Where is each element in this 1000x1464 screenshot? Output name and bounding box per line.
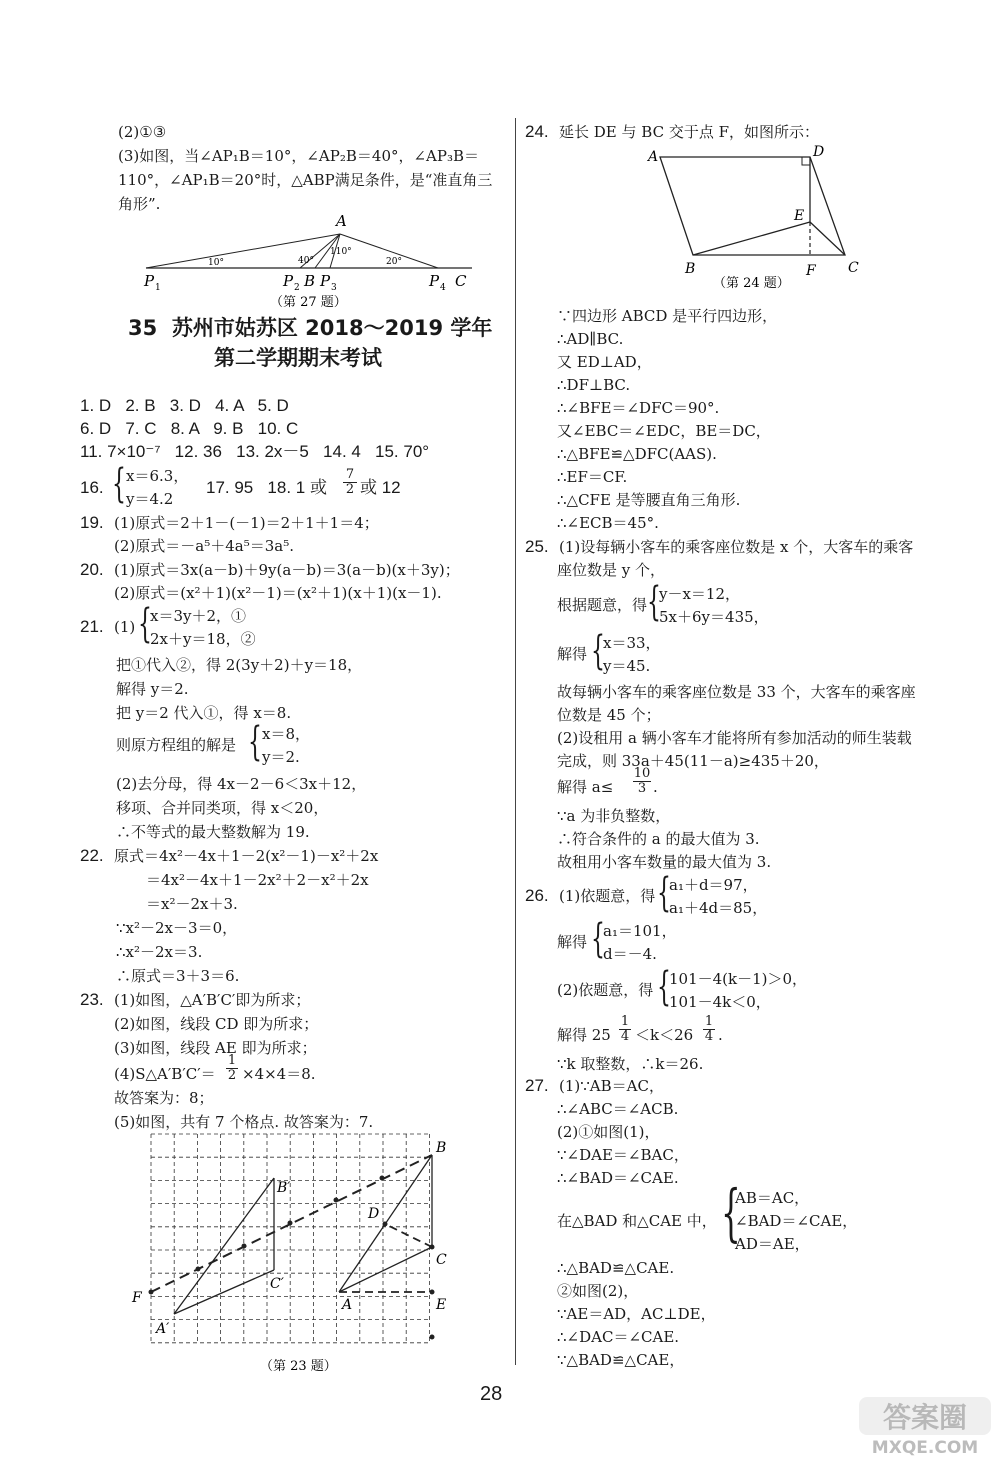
label-C: C [455,272,467,290]
equation: 5x＋6y＝435， [659,608,769,626]
question-number: 22. [80,846,104,865]
text-line: 又∠EBC＝∠EDC，BE＝DC， [557,422,771,440]
watermark-logo [855,1395,995,1459]
text-line: ∵△BAD≌△CAE， [557,1351,685,1369]
answer-line: 11. 7×10⁻⁷ 12. 36 13. 2x－5 14. 4 15. 70° [80,442,430,461]
equation: 101－4(k－1)＞0， [669,970,808,988]
answer-line: 或 12 [360,478,401,497]
text-line: 110°，∠AP₁B＝20°时，△ABP满足条件，是“准直角三 [118,171,493,189]
brace: { [112,461,126,507]
equation: y＝45. [603,657,651,675]
text-line: ∴EF＝CF. [557,468,628,486]
equation: 2x＋y＝18，② [150,630,256,648]
label-P2-sub: 2 [294,283,300,293]
fraction: $\frac{1}{2}$ [227,1053,237,1083]
text-line: (4)S△A′B′C′＝ [114,1065,216,1083]
text-line: ＝x²－2x＋3. [146,895,238,913]
question-number: 21. [80,617,104,636]
text-line: ∴△BFE≌△DFC(AAS). [557,445,717,463]
text-line: ∴∠BFE＝∠DFC＝90°. [557,399,720,417]
brace: { [138,601,152,647]
equation: a₁＝101， [603,922,677,940]
brace: { [248,719,262,765]
text-line: (5)如图，共有 7 个格点. 故答案为：7. [114,1113,374,1131]
text-line: ∴∠BAD＝∠CAE. [557,1169,679,1187]
label-A: A [336,212,347,230]
text-line: 根据题意，得 [557,596,648,614]
text-line: ＝4x²－4x＋1－2x²＋2－x²＋2x [146,871,369,889]
label-A-prime: A′ [156,1321,170,1337]
text-line: 故答案为：8； [114,1089,214,1107]
text-line: (2)原式＝－a⁵＋4a⁵＝3a⁵. [114,537,294,555]
equation: x＝3y＋2，① [150,607,247,625]
text-line: (1)原式＝2＋1－(－1)＝2＋1＋1＝4； [114,514,379,532]
equation: y－x＝12， [659,585,741,603]
label-E: E [436,1297,447,1313]
text-line: (2)去分母，得 4x－2－6＜3x＋12， [116,775,367,793]
label-E: E [794,208,805,224]
fraction: $\frac{1}{4}$ [620,1014,630,1044]
text-line: ∴不等式的最大整数解为 19. [116,823,310,841]
text-line: 又 ED⊥AD， [557,353,652,371]
text-line: (2)①③ [118,123,167,141]
label-B: B [436,1140,447,1156]
text-line: ∵AE＝AD，AC⊥DE， [557,1305,716,1323]
question-number: 26. [525,886,549,905]
question-number: 27. [525,1076,549,1095]
text-line: ∴符合条件的 a 的最大值为 3. [557,830,760,848]
column-divider [515,118,516,1365]
fraction: $\frac{7}{2}$ [343,468,357,497]
label-C-prime: C′ [270,1276,284,1292]
text-line: 座位数是 y 个， [557,561,666,579]
label-A: A [342,1297,353,1313]
label-P1: P [144,272,155,290]
text-line: 解得 a≤ [557,778,614,796]
brace: { [591,916,605,962]
question-number: 19. [80,513,104,532]
text-line: (1)∵AB＝AC， [559,1077,664,1095]
fraction: $\frac{10}{3}$ [633,766,651,796]
figure-23 [120,1130,480,1375]
brace: { [591,628,605,674]
text-line: ∵四边形 ABCD 是平行四边形， [557,307,778,325]
text-line: ②如图(2)， [557,1282,639,1300]
label-P4-sub: 4 [440,283,446,293]
equation: AD＝AE， [735,1235,810,1253]
text-line: (2)依题意，得 [557,981,654,999]
text-line: 故每辆小客车的乘客座位数是 33 个，大客车的乘客座 [557,683,916,701]
text-line: 在△BAD 和△CAE 中， [557,1212,717,1230]
text-line: ∴∠ABC＝∠ACB. [557,1100,679,1118]
text-line: . [718,1026,723,1044]
text-line: 延长 DE 与 BC 交于点 F，如图所示： [559,123,820,141]
figure-caption: （第 24 题） [713,276,790,291]
text-line: ∴AD∥BC. [557,330,624,348]
section-title: 35 苏州市姑苏区 2018～2019 学年 [128,316,493,340]
question-number: 24. [525,122,549,141]
label-F: F [132,1290,142,1306]
text-line: . [653,778,658,796]
text-line: 故租用小客车数量的最大值为 3. [557,853,772,871]
figure-caption: （第 27 题） [270,295,347,310]
text-line: (1)依题意，得 [559,887,656,905]
text-line: 位数是 45 个； [557,706,661,724]
text-line: 把①代入②，得 2(3y＋2)＋y＝18， [116,656,363,674]
text-line: 则原方程组的解是 [116,736,237,754]
brace: { [647,579,661,625]
text-line: 完成，则 33a＋45(11－a)≥435＋20， [557,752,829,770]
label-P2: P [283,272,294,290]
label-C: C [848,260,859,276]
equation: y＝2. [262,748,300,766]
figure-caption: （第 23 题） [260,1359,337,1374]
text-line: (3)如图，当∠AP₁B＝10°，∠AP₂B＝40°，∠AP₃B＝ [118,147,480,165]
text-line: (1)原式＝3x(a－b)＋9y(a－b)＝3(a－b)(x＋3y)； [114,561,460,579]
text-line: ∴∠DAC＝∠CAE. [557,1328,680,1346]
text-line: 解得 [557,645,588,663]
svg-text:答案圈: 答案圈 [882,1401,968,1434]
angle-label: 40° [298,256,314,266]
fraction: $\frac{1}{4}$ [704,1014,714,1044]
label-B: B [685,261,696,277]
label-D: D [813,144,825,160]
text-line: ∴△CFE 是等腰直角三角形. [557,491,741,509]
angle-label: 10° [208,258,224,268]
equation: a₁＋4d＝85， [669,899,768,917]
answer-line: 1. D 2. B 3. D 4. A 5. D [80,396,289,415]
equation: a₁＋d＝97， [669,876,758,894]
answer-line: 17. 95 18. 1 或 [206,478,327,497]
brace: { [721,1176,741,1249]
text-line: ∴△BAD≌△CAE. [557,1259,675,1277]
label-D: D [368,1206,380,1222]
equation: 101－4k＜0， [669,993,771,1011]
equation: AB＝AC， [735,1189,810,1207]
section-subtitle: 第二学期期末考试 [214,346,382,370]
label-P3-sub: 3 [331,283,337,293]
text-line: 解得 [557,933,588,951]
text-line: 把 y＝2 代入①，得 x＝8. [116,704,292,722]
brace: { [657,964,671,1010]
equation: x＝33， [603,634,661,652]
question-number: 16. [80,478,104,497]
text-line: ∴x²－2x＝3. [116,943,203,961]
grid [151,1134,429,1343]
text-line: (2)设租用 a 辆小客车才能将所有参加活动的师生装载 [557,729,912,747]
answer-line: 6. D 7. C 8. A 9. B 10. C [80,419,299,438]
equation: x＝6.3， [126,467,189,485]
question-number: 20. [80,560,104,579]
text-line: (2)①如图(1)， [557,1123,660,1141]
angle-label: 20° [386,257,402,267]
text-line: ∴原式＝3＋3＝6. [116,967,240,985]
label-B: B [304,272,316,290]
text-line: ∵∠DAE＝∠BAC， [557,1146,689,1164]
text-line: (2)原式＝(x²＋1)(x²－1)＝(x²＋1)(x＋1)(x－1). [114,584,442,602]
svg-text:MXQE.COM: MXQE.COM [871,1438,979,1458]
text-line: (2)如图，线段 CD 即为所求； [114,1015,319,1033]
figure-27 [140,212,485,312]
angle-label: 110° [330,247,352,257]
text-line: 角形”. [118,195,161,213]
text-line: 解得 25 [557,1026,611,1044]
text-line: ＜k＜26 [635,1026,694,1044]
equation: x＝8， [262,725,311,743]
text-line: ∴DF⊥BC. [557,376,631,394]
label-P4: P [429,272,440,290]
label-C: C [436,1252,447,1268]
label-B-prime: B′ [277,1180,291,1196]
text-line: (3)如图，线段 AE 即为所求； [114,1039,317,1057]
label-A: A [648,149,659,165]
label-P3: P [320,272,331,290]
text-line: 移项、合并同类项，得 x＜20， [116,799,329,817]
equation: ∠BAD＝∠CAE， [735,1212,858,1230]
question-number: 23. [80,990,104,1009]
text-line: (1)如图，△A′B′C′即为所求； [114,991,311,1009]
equation: y＝4.2 [126,490,174,508]
text-line: (1)设每辆小客车的乘客座位数是 x 个，大客车的乘客 [559,538,914,556]
label-F: F [806,263,816,279]
text-line: 解得 y＝2. [116,680,189,698]
text-line: ∵k 取整数，∴k＝26. [557,1055,704,1073]
page-number: 28 [480,1383,503,1405]
label-P1-sub: 1 [155,283,161,293]
text-line: ∵x²－2x－3＝0， [116,919,238,937]
text-line: 原式＝4x²－4x＋1－2(x²－1)－x²＋2x [114,847,379,865]
text-line: ∴∠ECB＝45°. [557,514,659,532]
text-line: ×4×4＝8. [242,1065,316,1083]
equation: d＝－4. [603,945,657,963]
text-line: (1) [114,618,136,636]
question-number: 25. [525,537,549,556]
brace: { [657,870,671,916]
text-line: ∵a 为非负整数， [557,807,671,825]
figure-24 [645,142,875,292]
